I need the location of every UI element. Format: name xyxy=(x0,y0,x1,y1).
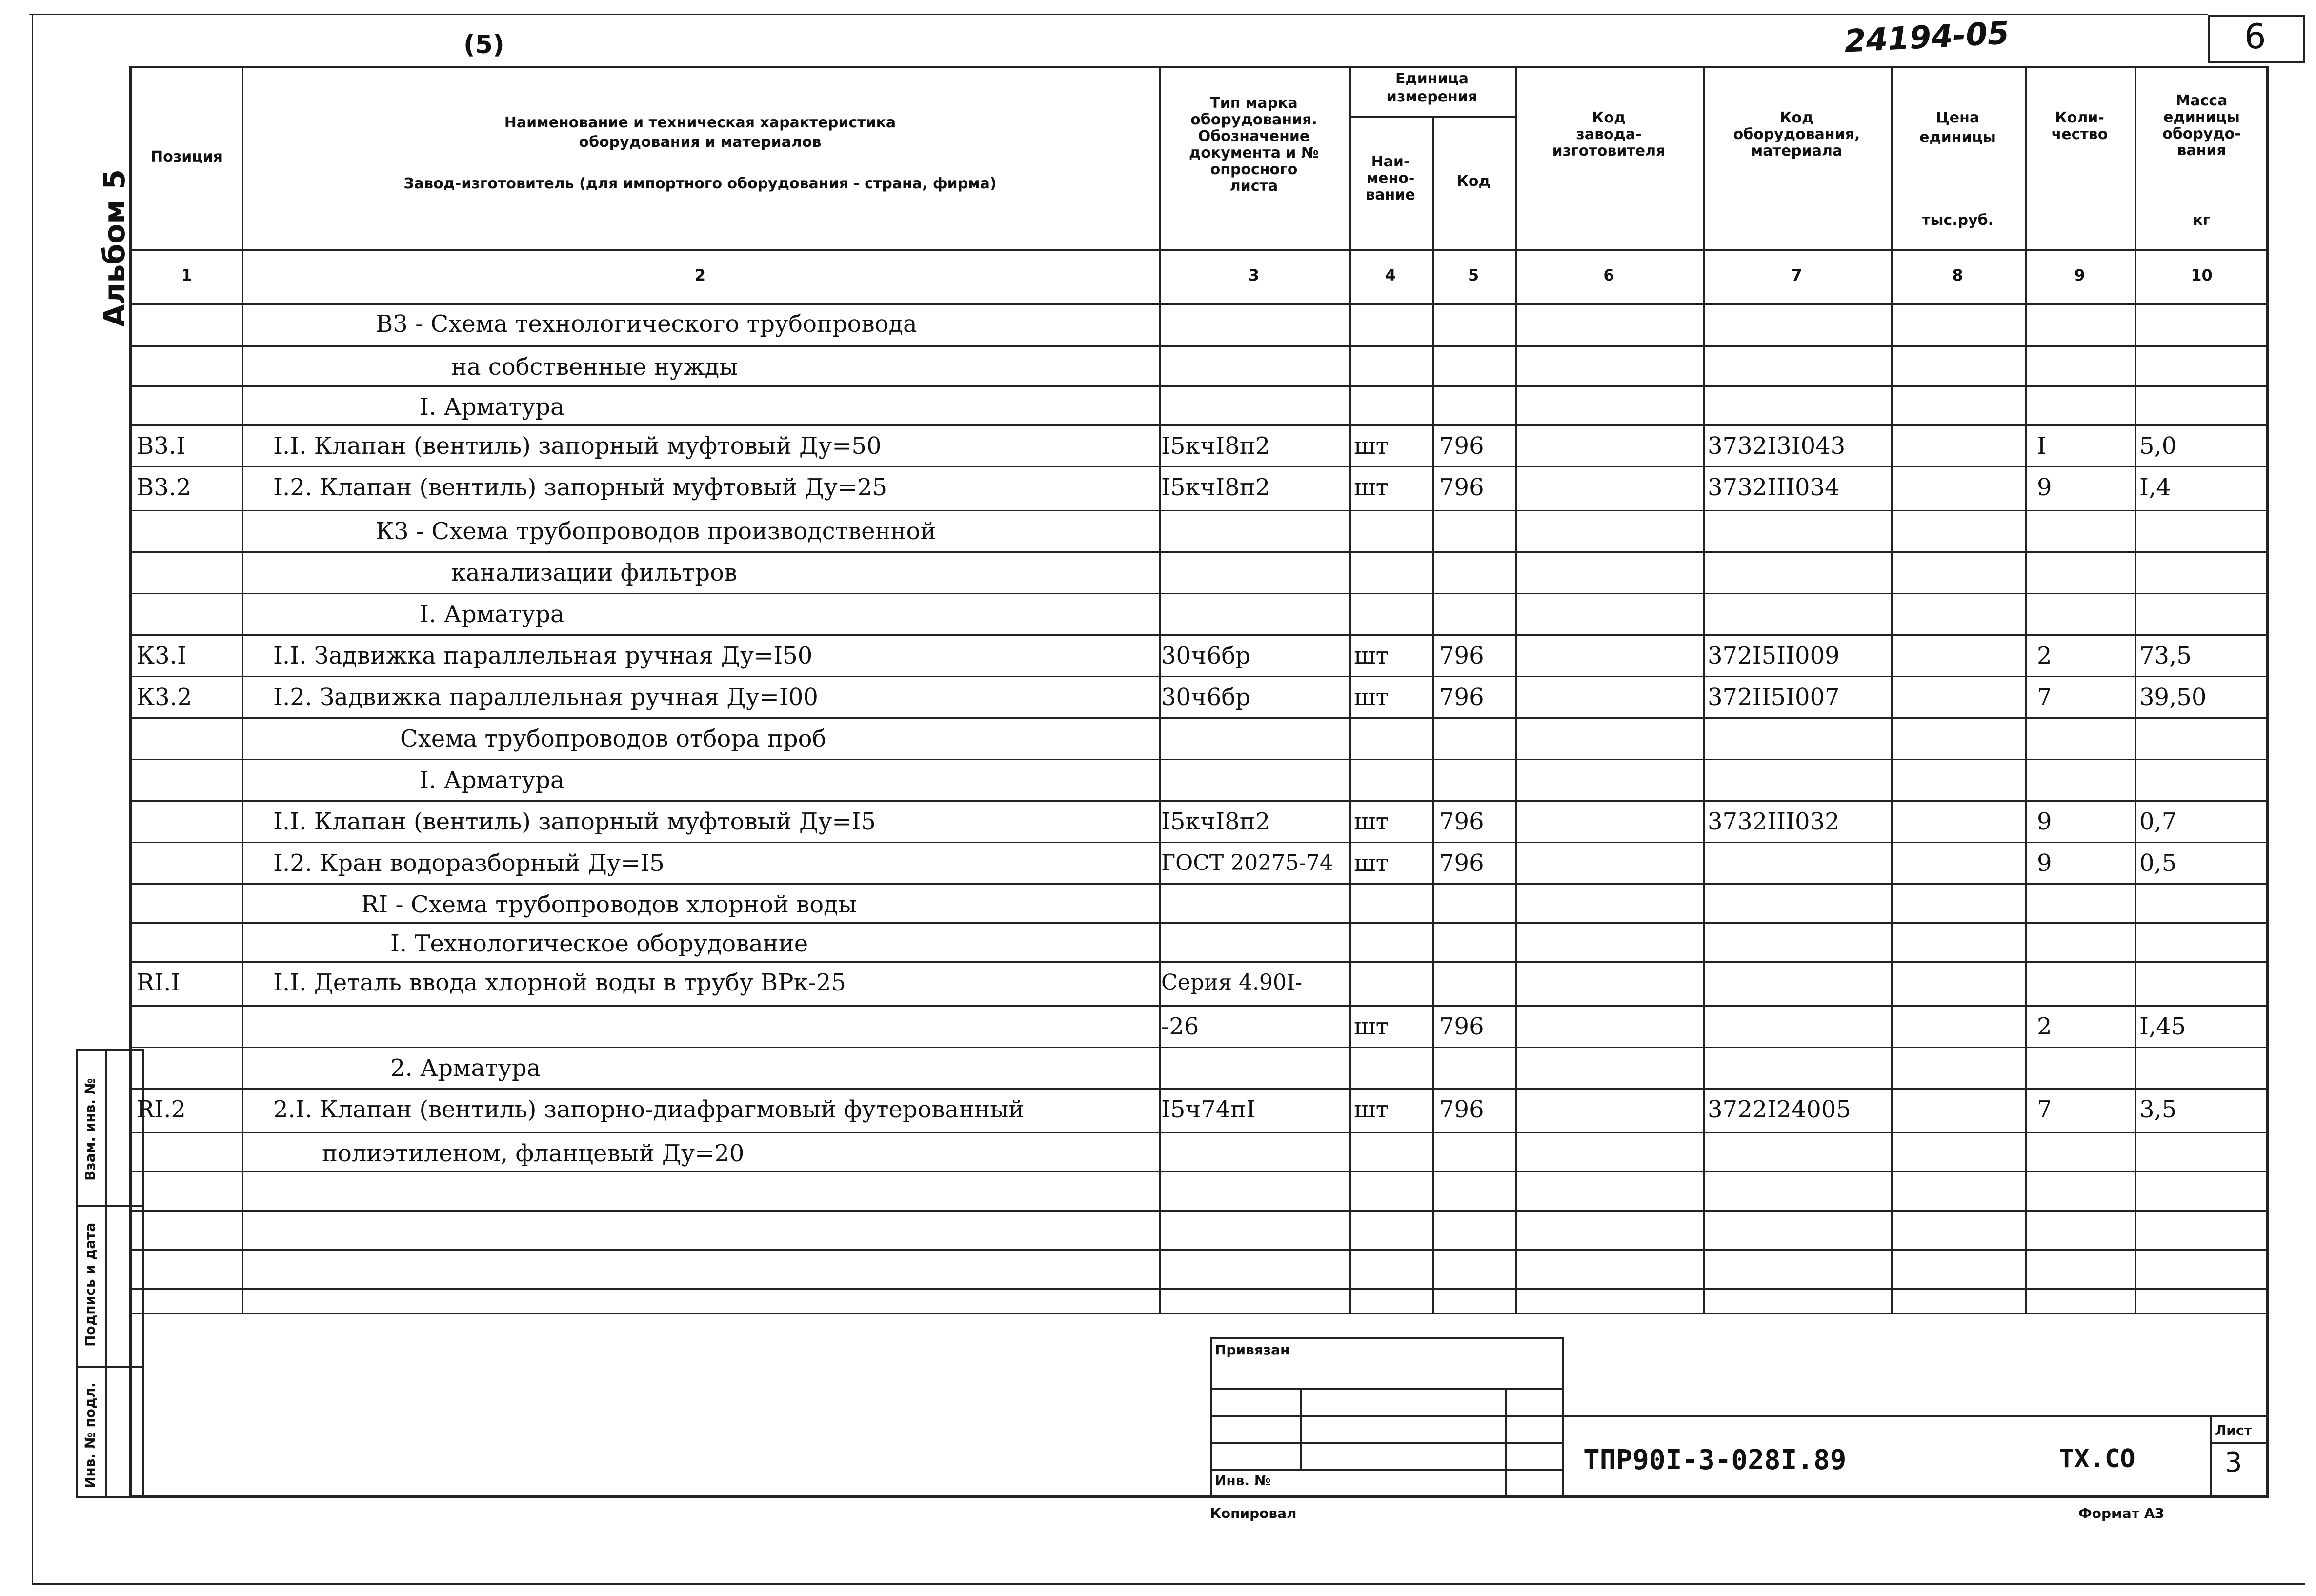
privyazan-label: Привязан xyxy=(1215,1342,1290,1358)
cell-code: 796 xyxy=(1439,684,1484,711)
column-number: 8 xyxy=(1952,266,1963,284)
row-line xyxy=(129,922,2269,924)
cell-name: 2.I. Клапан (вентиль) запорно-диафрагмовый футерованный xyxy=(273,1096,1025,1123)
header-type-line: документа и № xyxy=(1189,144,1319,162)
document-code: ТПР90I-3-028I.89 xyxy=(1583,1444,1847,1476)
cell-unit: шт xyxy=(1354,1013,1389,1040)
row-line xyxy=(129,1249,2269,1251)
col-line xyxy=(1349,66,1351,1313)
cell-name: канализации фильтров xyxy=(451,559,738,586)
cell-unit: шт xyxy=(1354,808,1389,835)
cell-name: I.I. Деталь ввода хлорной воды в трубу ВРк-25 xyxy=(273,969,846,996)
cell-pos: В3.2 xyxy=(137,474,191,501)
stamp-line xyxy=(1210,1442,1564,1444)
header-mass: Масса xyxy=(2175,92,2228,109)
header-price: Цена xyxy=(1935,109,1980,126)
title-block-line xyxy=(1564,1415,2269,1417)
row-line xyxy=(129,551,2269,553)
cell-pos: В3.I xyxy=(137,432,186,460)
column-number: 9 xyxy=(2074,266,2085,284)
cell-name: I.2. Задвижка параллельная ручная Ду=I00 xyxy=(273,684,818,711)
cell-type: I5кчI8п2 xyxy=(1161,808,1270,835)
header-bottom-line xyxy=(129,249,2269,251)
row-line xyxy=(129,510,2269,511)
cell-code: 796 xyxy=(1439,849,1484,877)
header-material-code: Код xyxy=(1779,109,1814,126)
side-stamp-divider xyxy=(105,1049,107,1498)
album-label: Альбом 5 xyxy=(98,169,132,327)
header-name-line3: Завод-изготовитель (для импортного оборудования - страна, фирма) xyxy=(403,175,997,192)
cell-name: I.2. Кран водоразборный Ду=I5 xyxy=(273,849,665,877)
cell-unit: шт xyxy=(1354,849,1389,877)
header-price: единицы xyxy=(1919,129,1996,146)
column-number: 7 xyxy=(1791,266,1802,284)
row-line xyxy=(129,1005,2269,1007)
cell-name: I. Арматура xyxy=(420,767,564,794)
stamp-line xyxy=(1210,1469,1564,1471)
side-stamp-label: Взам. инв. № xyxy=(82,1078,98,1181)
inv-no-label: Инв. № xyxy=(1215,1473,1271,1489)
col-line xyxy=(1515,66,1517,1313)
column-number-line xyxy=(129,303,2269,305)
cell-qty: 9 xyxy=(2037,808,2052,835)
table-bottom-line xyxy=(129,1313,2269,1314)
row-line xyxy=(129,385,2269,387)
cell-mass: I,45 xyxy=(2139,1013,2186,1040)
cell-name: 2. Арматура xyxy=(390,1054,541,1082)
title-block-line xyxy=(2210,1415,2212,1498)
cell-type: -26 xyxy=(1161,1013,1199,1040)
header-factory-code: изготовителя xyxy=(1552,142,1666,160)
row-line xyxy=(129,800,2269,802)
cell-name: I. Технологическое оборудование xyxy=(390,930,808,957)
row-line xyxy=(129,961,2269,963)
row-line xyxy=(129,1210,2269,1212)
header-unit-name: Наи- xyxy=(1371,153,1410,170)
cell-pos: RI.2 xyxy=(137,1096,186,1123)
header-material-code: оборудования, xyxy=(1733,126,1860,143)
header-type-line: Тип марка xyxy=(1210,95,1298,112)
header-quantity: Коли- xyxy=(2055,109,2104,126)
header-name-line1: Наименование и техническая характеристика xyxy=(504,114,896,131)
cell-name: I.I. Задвижка параллельная ручная Ду=I50 xyxy=(273,642,813,669)
cell-qty: 2 xyxy=(2037,1013,2052,1040)
cell-name: I. Арматура xyxy=(420,393,564,421)
stamp-line xyxy=(1505,1388,1507,1498)
column-number: 5 xyxy=(1468,266,1479,284)
stamp-line xyxy=(1210,1388,1564,1390)
cell-mass: I,4 xyxy=(2139,474,2171,501)
cell-name: полиэтиленом, фланцевый Ду=20 xyxy=(322,1140,745,1167)
sheet-code: ТХ.СО xyxy=(2059,1444,2135,1474)
cell-qty: I xyxy=(2037,432,2046,460)
row-line xyxy=(129,883,2269,885)
col-line xyxy=(1703,66,1705,1313)
cell-mat: 3722I24005 xyxy=(1708,1096,1851,1123)
header-name-line2: оборудования и материалов xyxy=(579,134,822,151)
col-line xyxy=(2025,66,2027,1313)
cell-name: К3 - Схема трубопроводов производственной xyxy=(376,518,936,545)
header-mass: единицы xyxy=(2163,109,2240,126)
header-mass: вания xyxy=(2177,142,2226,159)
cell-mat: 3732I3I043 xyxy=(1708,432,1846,460)
cell-name: I.I. Клапан (вентиль) запорный муфтовый Ду=I5 xyxy=(273,808,876,835)
header-type-line: листа xyxy=(1229,178,1278,195)
cell-unit: шт xyxy=(1354,642,1389,669)
cell-mass: 5,0 xyxy=(2139,432,2177,460)
cell-unit: шт xyxy=(1354,474,1389,501)
row-line xyxy=(129,345,2269,347)
cell-name: I.I. Клапан (вентиль) запорный муфтовый Ду=50 xyxy=(273,432,882,460)
header-type-line: Обозначение xyxy=(1198,128,1310,145)
stamp-line xyxy=(1210,1415,1564,1417)
header-unit-code: Код xyxy=(1456,173,1490,190)
header-mass-unit: кг xyxy=(2193,212,2211,229)
header-type-line: оборудования. xyxy=(1190,111,1317,128)
row-line xyxy=(129,759,2269,760)
list-label: Лист xyxy=(2215,1422,2252,1438)
cell-type: 30ч6бр xyxy=(1161,642,1250,669)
page-number: 6 xyxy=(2244,17,2266,57)
cell-mat: 3732III032 xyxy=(1708,808,1840,835)
cell-unit: шт xyxy=(1354,1096,1389,1123)
column-number: 3 xyxy=(1248,266,1260,284)
cell-type: I5кчI8п2 xyxy=(1161,474,1270,501)
cell-type: 30ч6бр xyxy=(1161,684,1250,711)
col-line xyxy=(1891,66,1893,1313)
row-line xyxy=(129,1132,2269,1133)
row-line xyxy=(129,1171,2269,1172)
cell-code: 796 xyxy=(1439,474,1484,501)
col-line xyxy=(2135,66,2136,1313)
row-line xyxy=(129,424,2269,426)
column-number: 10 xyxy=(2191,266,2213,284)
header-quantity: чество xyxy=(2051,126,2108,143)
stamp-line xyxy=(1300,1388,1302,1469)
copied-label: Копировал xyxy=(1210,1505,1297,1521)
bottom-border-line xyxy=(32,1583,2305,1585)
column-number: 1 xyxy=(181,266,192,284)
header-position: Позиция xyxy=(151,148,222,165)
column-number: 2 xyxy=(694,266,706,284)
cell-qty: 7 xyxy=(2037,684,2052,711)
cell-mass: 3,5 xyxy=(2139,1096,2177,1123)
header-unit-group: Единица xyxy=(1395,70,1469,87)
cell-mass: 39,50 xyxy=(2139,684,2207,711)
cell-mat: 3732III034 xyxy=(1708,474,1840,501)
row-line xyxy=(129,842,2269,843)
cell-name: RI - Схема трубопроводов хлорной воды xyxy=(361,891,857,918)
cell-code: 796 xyxy=(1439,1096,1484,1123)
handwritten-doc-number: 24194-05 xyxy=(1843,15,2010,60)
column-number: 4 xyxy=(1385,266,1396,284)
row-line xyxy=(129,676,2269,677)
cell-qty: 9 xyxy=(2037,849,2052,877)
header-factory-code: завода- xyxy=(1576,126,1642,143)
cell-qty: 7 xyxy=(2037,1096,2052,1123)
left-border-line xyxy=(32,14,33,1585)
row-line xyxy=(129,1047,2269,1048)
cell-type: ГОСТ 20275-74 xyxy=(1161,850,1334,875)
cell-name: Схема трубопроводов отбора проб xyxy=(400,725,826,752)
cell-mass: 0,7 xyxy=(2139,808,2177,835)
title-block-line xyxy=(2210,1442,2269,1444)
row-line xyxy=(129,1288,2269,1290)
row-line xyxy=(129,634,2269,636)
cell-type: Серия 4.90I- xyxy=(1161,970,1303,995)
col-line xyxy=(242,66,243,1313)
cell-mass: 73,5 xyxy=(2139,642,2192,669)
header-unit-name: мено- xyxy=(1366,170,1415,187)
cell-type: I5кчI8п2 xyxy=(1161,432,1270,460)
row-line xyxy=(129,717,2269,719)
cell-code: 796 xyxy=(1439,808,1484,835)
header-material-code: материала xyxy=(1751,142,1843,160)
col-line xyxy=(1159,66,1161,1313)
column-number: 6 xyxy=(1603,266,1614,284)
row-line xyxy=(129,593,2269,594)
list-number: 3 xyxy=(2225,1447,2242,1478)
row-line xyxy=(129,466,2269,467)
cell-pos: К3.2 xyxy=(137,684,192,711)
cell-mat: 372II5I007 xyxy=(1708,684,1840,711)
side-stamp-label: Инв. № подл. xyxy=(82,1382,98,1488)
cell-pos: К3.I xyxy=(137,642,186,669)
cell-qty: 2 xyxy=(2037,642,2052,669)
header-factory-code: Код xyxy=(1591,109,1626,126)
header-mass: оборудо- xyxy=(2162,125,2241,142)
header-unit-name: вание xyxy=(1366,186,1415,203)
cell-unit: шт xyxy=(1354,432,1389,460)
header-type-line: опросного xyxy=(1210,161,1298,178)
header-price-unit: тыс.руб. xyxy=(1921,212,1994,229)
cell-code: 796 xyxy=(1439,432,1484,460)
format-label: Формат А3 xyxy=(2078,1505,2164,1521)
cell-pos: RI.I xyxy=(137,969,181,996)
cell-name: I. Арматура xyxy=(420,601,564,628)
cell-mass: 0,5 xyxy=(2139,849,2177,877)
sheet-ref: (5) xyxy=(463,30,504,60)
top-border-line xyxy=(29,14,2208,15)
cell-name: В3 - Схема технологического трубопровода xyxy=(376,310,917,338)
cell-name: на собственные нужды xyxy=(451,353,738,381)
row-line xyxy=(129,1088,2269,1090)
cell-type: I5ч74пI xyxy=(1161,1096,1256,1123)
cell-unit: шт xyxy=(1354,684,1389,711)
cell-mat: 372I5II009 xyxy=(1708,642,1840,669)
cell-code: 796 xyxy=(1439,642,1484,669)
cell-qty: 9 xyxy=(2037,474,2052,501)
header-unit-group: измерения xyxy=(1386,88,1478,105)
side-stamp-label: Подпись и дата xyxy=(82,1222,98,1347)
cell-name: I.2. Клапан (вентиль) запорный муфтовый Ду=25 xyxy=(273,474,887,501)
cell-code: 796 xyxy=(1439,1013,1484,1040)
